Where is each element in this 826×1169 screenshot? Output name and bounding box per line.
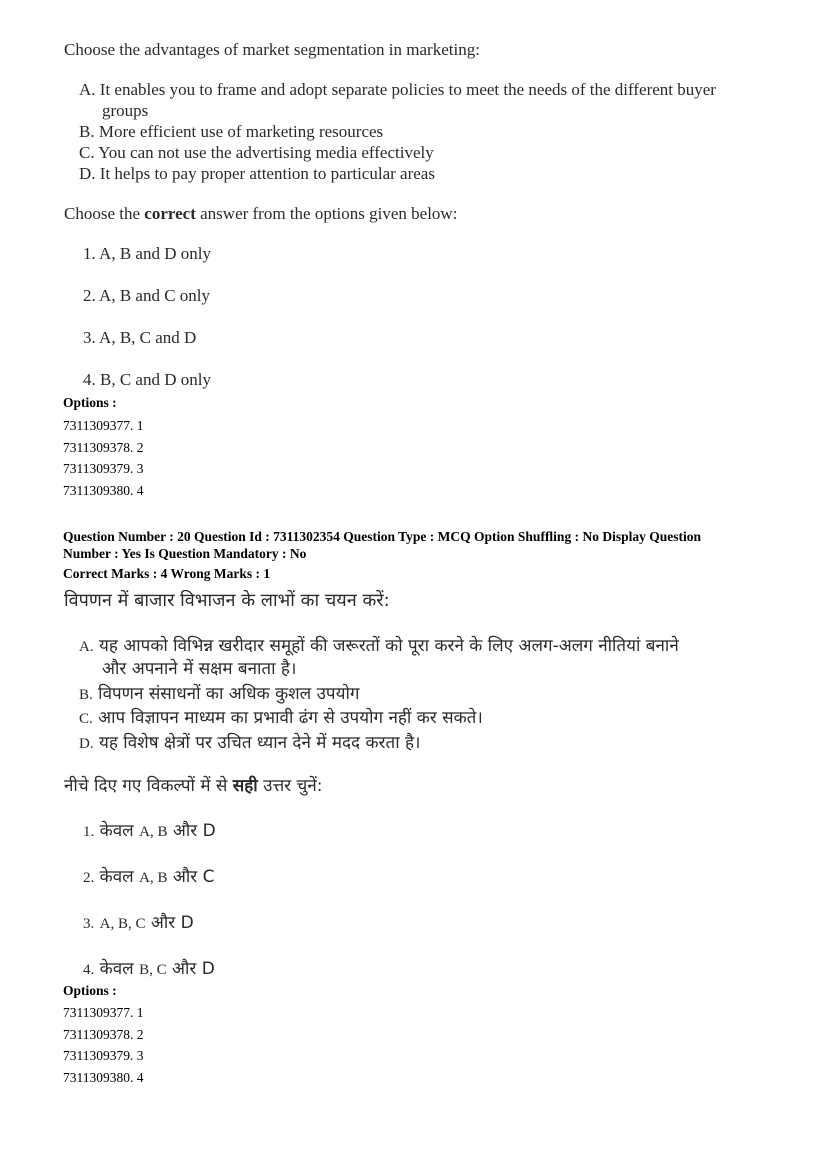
option-id-3: 7311309379. 3 bbox=[63, 461, 144, 476]
choice-3-hi: 3. A, B, C और D bbox=[83, 913, 194, 933]
statement-a-en: A. It enables you to frame and adopt separate policies to meet the needs of the different buyer bbox=[79, 80, 716, 99]
choice-4-en: 4. B, C and D only bbox=[83, 370, 211, 389]
question-meta-line2: Number : Yes Is Question Mandatory : No bbox=[63, 546, 307, 561]
option-id-7: 7311309379. 3 bbox=[63, 1048, 144, 1063]
question-text-en: Choose the advantages of market segmentation in marketing: bbox=[64, 40, 480, 59]
instruction-hi: नीचे दिए गए विकल्पों में से सही उत्तर चुनें: bbox=[64, 776, 323, 796]
option-id-6: 7311309378. 2 bbox=[63, 1027, 144, 1042]
statement-b-en: B. More efficient use of marketing resources bbox=[79, 122, 384, 141]
option-id-1: 7311309377. 1 bbox=[63, 418, 144, 433]
statement-c-en: C. You can not use the advertising media effectively bbox=[79, 143, 434, 162]
statement-d-hi: D. यह विशेष क्षेत्रों पर उचित ध्यान देने में मदद करता है। bbox=[79, 733, 421, 753]
statement-a-hi-cont: और अपनाने में सक्षम बनाता है। bbox=[102, 659, 297, 679]
choice-3-en: 3. A, B, C and D bbox=[83, 328, 197, 347]
instruction-en: Choose the correct answer from the options given below: bbox=[64, 204, 458, 223]
options-heading-1: Options : bbox=[63, 395, 117, 410]
option-id-2: 7311309378. 2 bbox=[63, 440, 144, 455]
question-marks: Correct Marks : 4 Wrong Marks : 1 bbox=[63, 566, 271, 581]
option-id-8: 7311309380. 4 bbox=[63, 1070, 144, 1085]
option-id-5: 7311309377. 1 bbox=[63, 1005, 144, 1020]
choice-4-hi: 4. केवल B, C और D bbox=[83, 959, 215, 979]
question-meta-line1: Question Number : 20 Question Id : 7311302354 Question Type : MCQ Option Shuffling : No Display Question bbox=[63, 529, 701, 544]
statement-d-en: D. It helps to pay proper attention to particular areas bbox=[79, 164, 435, 183]
choice-2-en: 2. A, B and C only bbox=[83, 286, 211, 305]
options-heading-2: Options : bbox=[63, 983, 117, 998]
statement-a-hi: A. यह आपको विभिन्न खरीदार समूहों की जरूरतों को पूरा करने के लिए अलग-अलग नीतियां बनाने bbox=[79, 636, 679, 656]
option-id-4: 7311309380. 4 bbox=[63, 483, 144, 498]
question-text-hi: विपणन में बाजार विभाजन के लाभों का चयन करें: bbox=[64, 590, 390, 611]
statement-c-hi: C. आप विज्ञापन माध्यम का प्रभावी ढंग से उपयोग नहीं कर सकते। bbox=[79, 708, 483, 728]
choice-1-en: 1. A, B and D only bbox=[83, 244, 211, 263]
statement-b-hi: B. विपणन संसाधनों का अधिक कुशल उपयोग bbox=[79, 684, 360, 704]
choice-1-hi: 1. केवल A, B और D bbox=[83, 821, 216, 841]
choice-2-hi: 2. केवल A, B और C bbox=[83, 867, 215, 887]
statement-a-en-cont: groups bbox=[102, 101, 149, 120]
